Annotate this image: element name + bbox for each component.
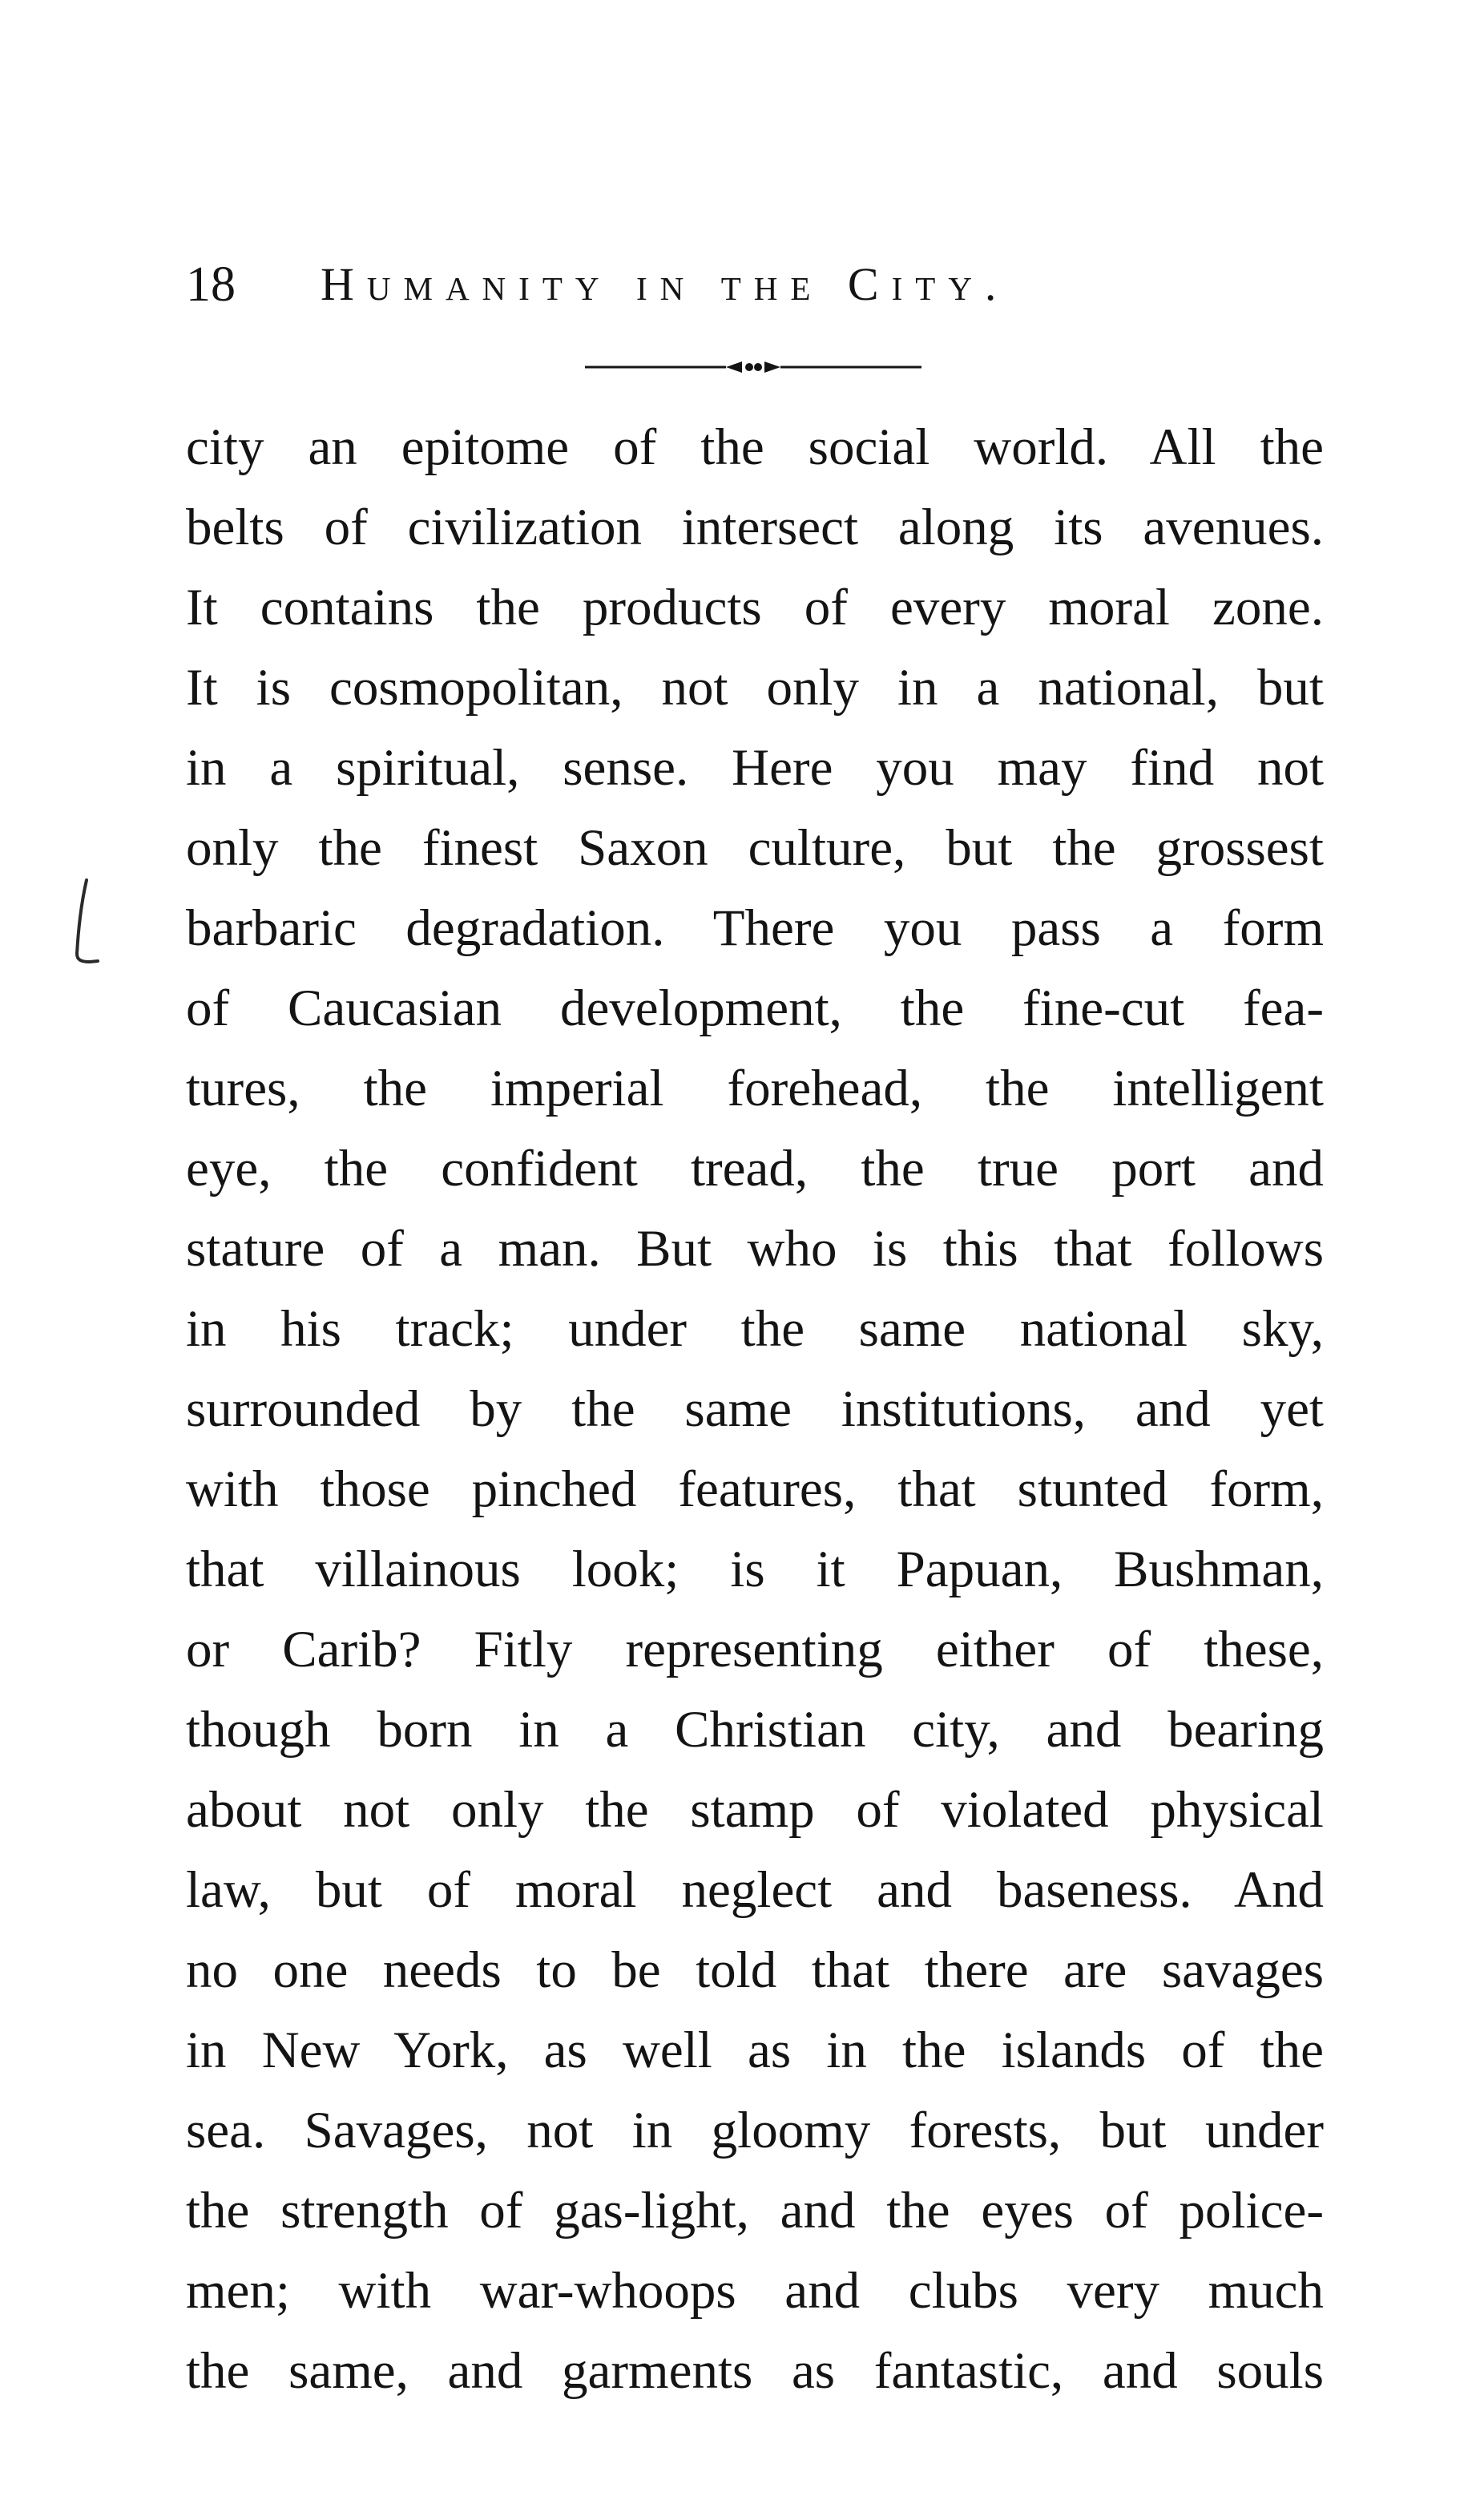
text-line: It contains the products of every moral zone. bbox=[186, 579, 1324, 636]
text-line: about not only the stamp of violated physical bbox=[186, 1781, 1324, 1839]
text-line: though born in a Christian city, and bearing bbox=[186, 1701, 1324, 1759]
text-line: eye, the confident tread, the true port and bbox=[186, 1140, 1324, 1198]
text-line: sea. Savages, not in gloomy forests, but under bbox=[186, 2102, 1324, 2159]
text-line: only the finest Saxon culture, but the grossest bbox=[186, 819, 1324, 877]
text-line: men; with war-whoops and clubs very much bbox=[186, 2262, 1324, 2320]
text-line: belts of civilization intersect along its avenues. bbox=[186, 499, 1324, 556]
text-line: law, but of moral neglect and baseness. And bbox=[186, 1861, 1324, 1919]
text-line: or Carib? Fitly representing either of these, bbox=[186, 1621, 1324, 1678]
running-title: Humanity in the City. bbox=[321, 258, 1010, 310]
body-text bbox=[186, 407, 1324, 2411]
text-line: city an epitome of the social world. All the bbox=[186, 418, 1324, 476]
page-header bbox=[186, 248, 1324, 321]
page-number: 18 bbox=[186, 257, 236, 312]
text-line: in a spiritual, sense. Here you may find not bbox=[186, 739, 1324, 797]
text-line: in New York, as well as in the islands of the bbox=[186, 2021, 1324, 2079]
text-line: It is cosmopolitan, not only in a national, but bbox=[186, 659, 1324, 717]
ornament-rule-icon bbox=[585, 359, 921, 375]
handwritten-margin-mark bbox=[63, 877, 111, 970]
text-line: in his track; under the same national sky, bbox=[186, 1300, 1324, 1358]
text-line: tures, the imperial forehead, the intelligent bbox=[186, 1060, 1324, 1117]
text-line: that villainous look; is it Papuan, Bushman, bbox=[186, 1541, 1324, 1598]
text-line: barbaric degradation. There you pass a form bbox=[186, 899, 1324, 957]
text-line: of Caucasian development, the fine-cut fea- bbox=[186, 979, 1324, 1037]
text-line: no one needs to be told that there are savages bbox=[186, 1941, 1324, 1999]
text-line: the same, and garments as fantastic, and souls bbox=[186, 2342, 1324, 2400]
text-line: with those pinched features, that stunted form, bbox=[186, 1460, 1324, 1518]
text-line: the strength of gas-light, and the eyes of police- bbox=[186, 2182, 1324, 2240]
text-line: surrounded by the same institutions, and yet bbox=[186, 1380, 1324, 1438]
text-line: stature of a man. But who is this that follows bbox=[186, 1220, 1324, 1278]
